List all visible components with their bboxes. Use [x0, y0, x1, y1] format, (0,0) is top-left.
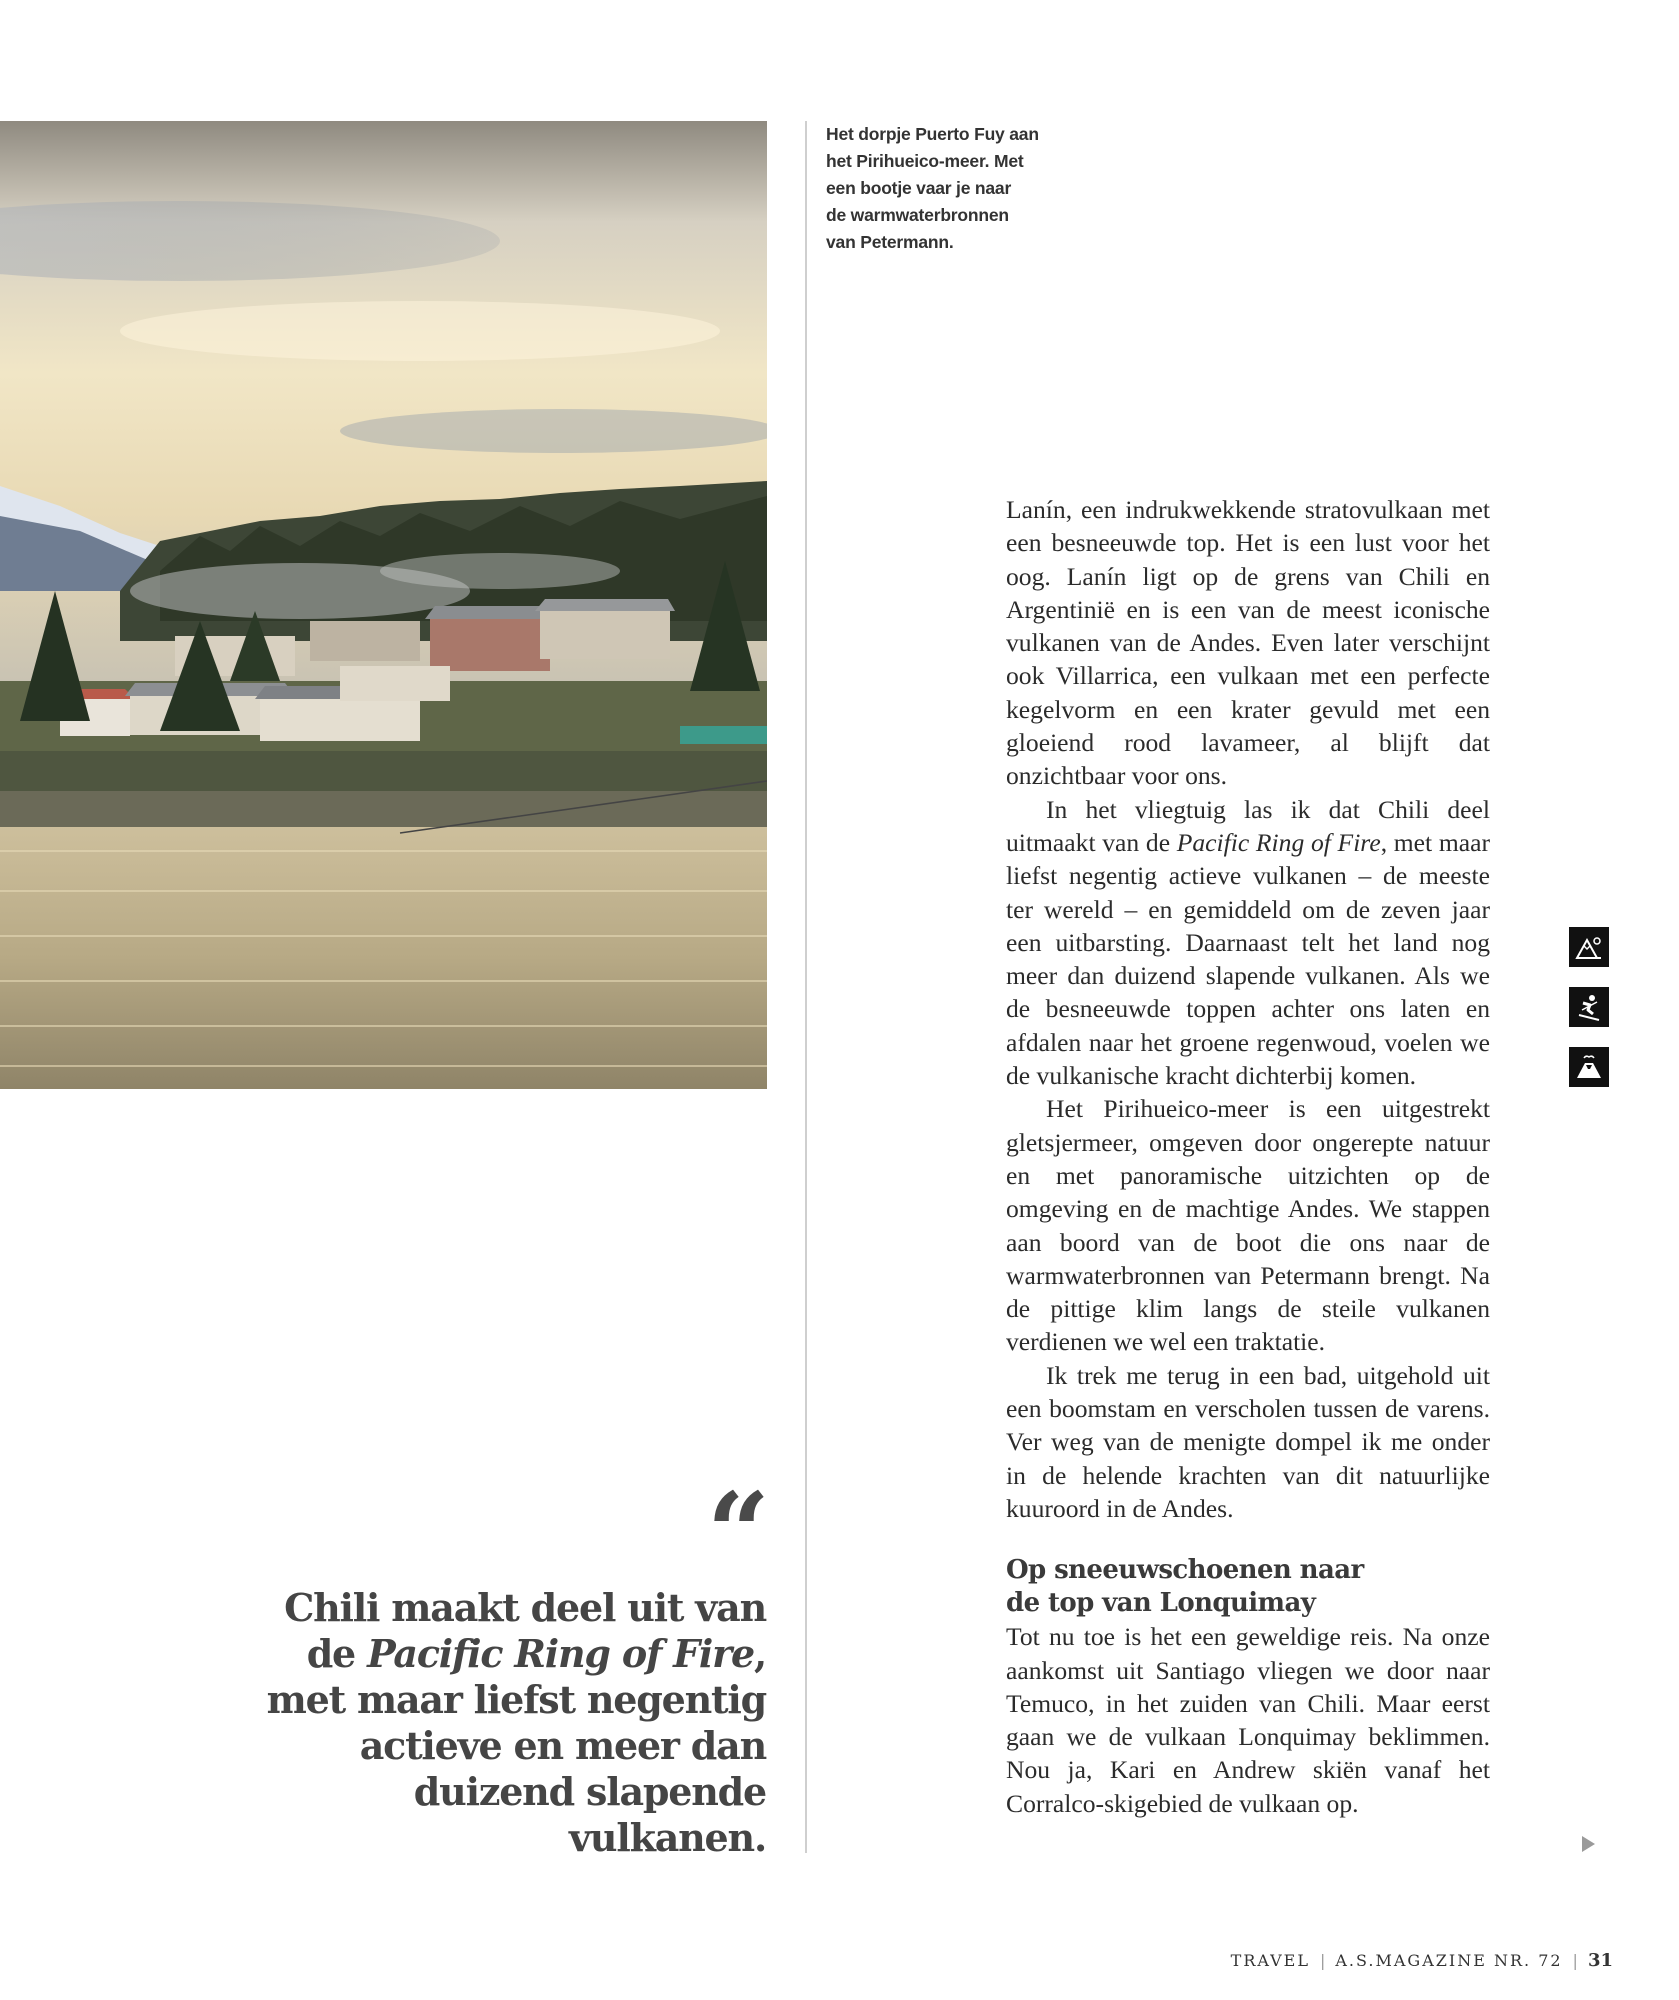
- article-body: [1006, 493, 1490, 1820]
- subheading-line: Op sneeuwschoenen naar: [1006, 1555, 1364, 1586]
- footer-magazine: A.S.MAGAZINE NR. 72: [1335, 1951, 1563, 1970]
- volcano-icon: [1569, 1047, 1609, 1087]
- subheading-line: de top van Lonquimay: [1006, 1588, 1316, 1619]
- caption-line: Het dorpje Puerto Fuy aan: [826, 124, 1039, 144]
- paragraph-emphasis: Pacific Ring of Fire: [1176, 827, 1381, 857]
- subheading: [1006, 1554, 1490, 1620]
- pull-quote-emphasis: Pacific Ring of Fire: [367, 1631, 754, 1676]
- page-number: 31: [1587, 1950, 1613, 1971]
- continue-arrow-icon: [1582, 1836, 1595, 1852]
- category-icons: [1569, 927, 1609, 1107]
- paragraph-text: , met maar liefst negentig actieve vulkanen – de meeste ter wereld – en gemiddeld om de zeven jaar een uitbarsting. Daarnaast telt het land nog meer dan duizend slapende vulkanen. Als we de besneeuwde toppen achter ons laten en afdalen naar het groene regenwoud, voelen we de vulkanische kracht dichterbij komen.: [1006, 827, 1491, 1091]
- photo-caption: [826, 121, 1056, 256]
- pull-quote-text: , met maar liefst negentig actieve en meer dan duizend slapende vulkanen.: [266, 1631, 766, 1860]
- caption-line: van Petermann.: [826, 232, 954, 252]
- footer-separator: |: [1572, 1951, 1578, 1970]
- quote-mark: “: [706, 1468, 770, 1597]
- footer-separator: |: [1319, 1951, 1326, 1970]
- skier-icon: [1569, 987, 1609, 1027]
- paragraph: Lanín, een indrukwekkende stratovulkaan met een besneeuwde top. Het is een lust voor het oog. Lanín ligt op de grens van Chili en Argentinië en is een van de meest iconische vulkanen van de Andes. Even later verschijnt ook Villarrica, een vulkaan met een perfecte kegelvorm en een krater gevuld met een gloeiend rood lavameer, al blijft dat onzichtbaar voor ons.: [1006, 495, 1490, 791]
- pull-quote-text: Chili maakt deel uit van de: [284, 1585, 766, 1676]
- paragraph: Het Pirihueico-meer is een uitgestrekt gletsjermeer, omgeven door ongerepte natuur en met panoramische uitzichten op de omgeving en de machtige Andes. We stappen aan boord van de boot die ons naar de warmwaterbronnen van Petermann brengt. Na de pittige klim langs de steile vulkanen verdienen we wel een traktatie.: [1006, 1094, 1490, 1357]
- pull-quote: [240, 1585, 766, 1861]
- lake-village-photo: [0, 121, 767, 1089]
- paragraph-text: In het vliegtuig las ik dat Chili deel uitmaakt van de: [1006, 794, 1490, 857]
- paragraph: Ik trek me terug in een bad, uitgehold uit een boomstam en verscholen tussen de varens. Ver weg van de menigte dompel ik me onder in de helende krachten van dit natuurlijke kuuroord in de Andes.: [1006, 1360, 1490, 1523]
- photo-illustration: [0, 121, 767, 1089]
- caption-line: de warmwaterbronnen: [826, 205, 1009, 225]
- paragraph: [1006, 793, 1490, 1093]
- mountain-icon: [1569, 927, 1609, 967]
- footer-section: TRAVEL: [1230, 1951, 1310, 1970]
- column-divider: [805, 121, 807, 1853]
- caption-line: het Pirihueico-meer. Met: [826, 151, 1024, 171]
- paragraph: Tot nu toe is het een geweldige reis. Na onze aankomst uit Santiago vliegen we door naar Temuco, in het zuiden van Chili. Maar eerst gaan we de vulkaan Lonquimay beklimmen. Nou ja, Kari en Andrew skiën vanaf het Corralco-skigebied de vulkaan op.: [1006, 1622, 1490, 1818]
- page-footer: [1231, 1950, 1613, 1971]
- caption-line: een bootje vaar je naar: [826, 178, 1012, 198]
